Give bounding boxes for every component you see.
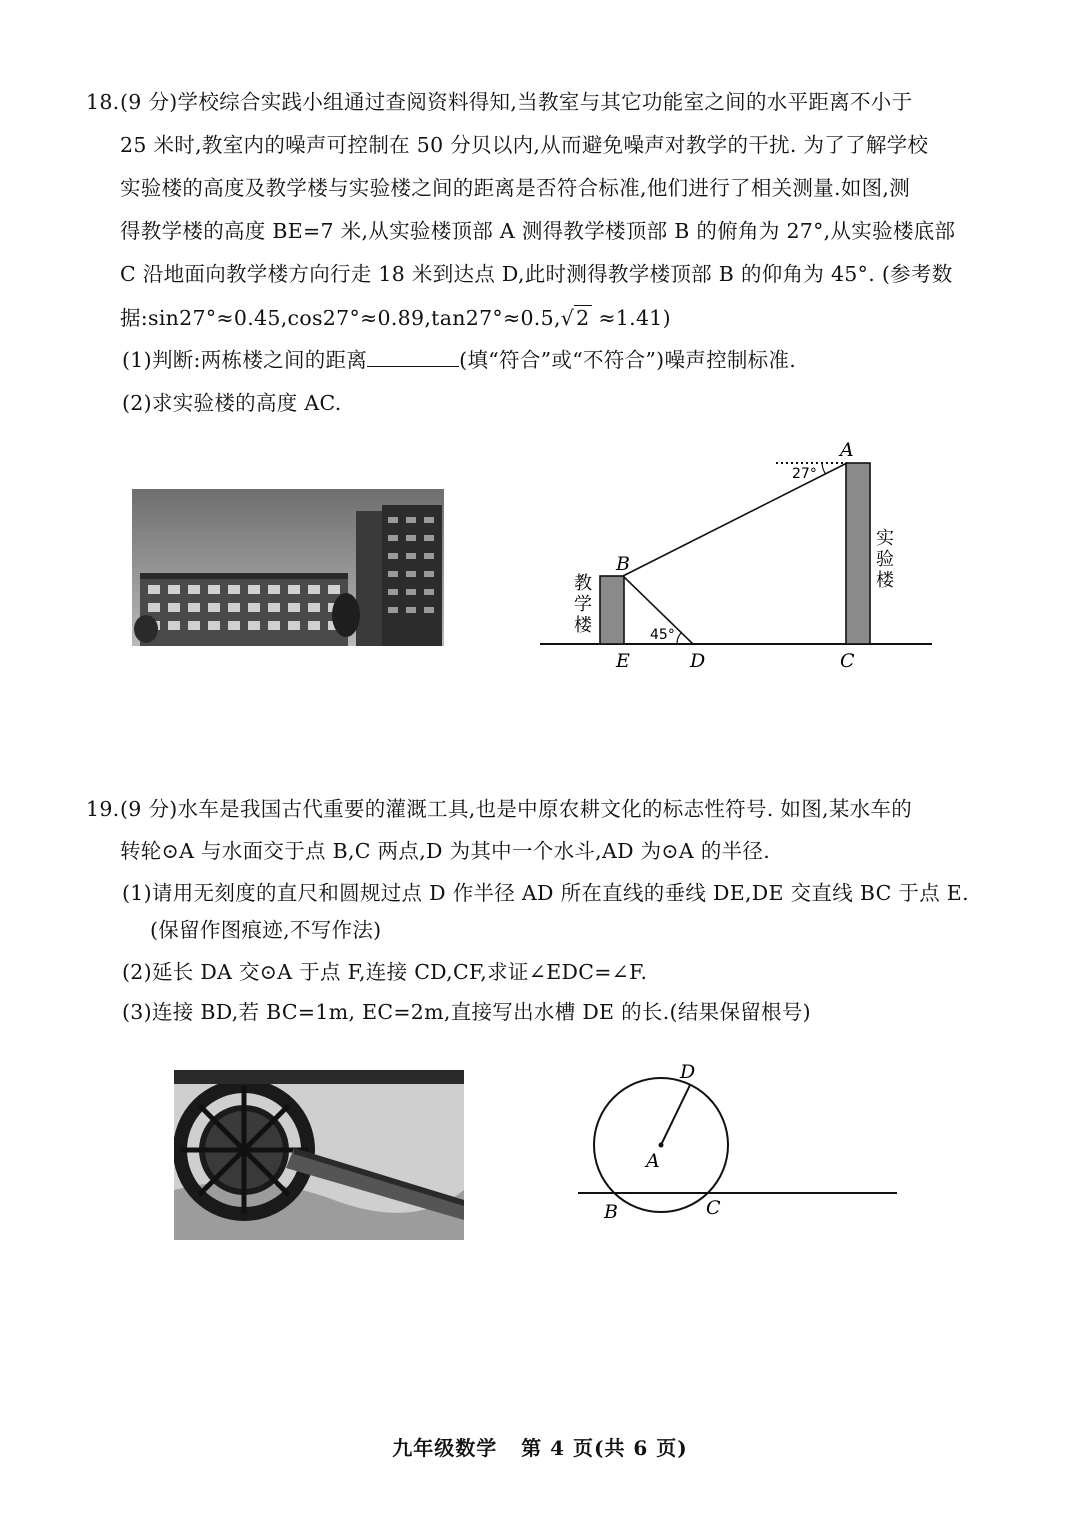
label-D: D bbox=[690, 650, 706, 672]
q18-reference-data: 据:sin27°≈0.45,cos27°≈0.89,tan27°≈0.5, bbox=[120, 306, 561, 330]
label-E: E bbox=[616, 650, 630, 672]
q18-number: 18. bbox=[86, 90, 120, 114]
label-B: B bbox=[604, 1201, 618, 1223]
center-point-A bbox=[659, 1143, 664, 1148]
angle-label-27: 27° bbox=[792, 466, 817, 482]
label-C: C bbox=[840, 650, 855, 672]
sqrt-sign: √ bbox=[560, 306, 575, 330]
q18-geometry-diagram bbox=[530, 436, 940, 676]
q19-circle-diagram bbox=[570, 1055, 910, 1230]
label-C: C bbox=[706, 1197, 721, 1219]
answer-blank[interactable] bbox=[367, 348, 459, 367]
lab-building bbox=[846, 463, 870, 644]
q19-number: 19. bbox=[86, 797, 120, 821]
waterwheel-photo bbox=[174, 1070, 464, 1240]
q18-part-1-text-after: (填“符合”或“不符合”)噪声控制标准. bbox=[459, 348, 797, 372]
teaching-building-label-3: 楼 bbox=[574, 615, 592, 636]
teaching-building-label-2: 学 bbox=[574, 594, 592, 615]
q19-part-1-line-1: (1)请用无刻度的直尺和圆规过点 D 作半径 AD 所在直线的垂线 DE,DE 交直线 BC 于点 E. bbox=[122, 881, 969, 905]
label-B: B bbox=[616, 553, 630, 575]
angle-label-45: 45° bbox=[650, 627, 675, 643]
lab-building-label-3: 楼 bbox=[876, 570, 894, 591]
page-footer: 九年级数学 第 4 页(共 6 页) bbox=[392, 1436, 688, 1460]
q18-line-5: C 沿地面向教学楼方向行走 18 米到达点 D,此时测得教学楼顶部 B 的仰角为 45°. (参考数 bbox=[120, 262, 953, 286]
q18-part-1 bbox=[122, 346, 796, 374]
lab-building-label-1: 实 bbox=[876, 528, 894, 549]
q19-part-3: (3)连接 BD,若 BC=1m, EC=2m,直接写出水槽 DE 的长.(结果保留根号) bbox=[122, 1000, 811, 1024]
q19-part-1-line-2: (保留作图痕迹,不写作法) bbox=[150, 918, 382, 942]
q18-line-6 bbox=[120, 304, 671, 332]
buildings-photo bbox=[132, 489, 444, 646]
sqrt-argument: 2 bbox=[576, 306, 590, 330]
q18-line-3: 实验楼的高度及教学楼与实验楼之间的距离是否符合标准,他们进行了相关测量.如图,测 bbox=[120, 176, 911, 200]
angle-arc-27 bbox=[822, 463, 826, 474]
q19-line-1: (9 分)水车是我国古代重要的灌溉工具,也是中原农耕文化的标志性符号. 如图,某水车的 bbox=[120, 797, 913, 821]
label-D: D bbox=[680, 1061, 696, 1083]
q19-part-2: (2)延长 DA 交⊙A 于点 F,连接 CD,CF,求证∠EDC=∠F. bbox=[122, 960, 648, 984]
lab-building-label-2: 验 bbox=[876, 549, 894, 570]
q18-line-4: 得教学楼的高度 BE=7 米,从实验楼顶部 A 测得教学楼顶部 B 的俯角为 27°,从实验楼底部 bbox=[120, 219, 956, 243]
teaching-building-label-1: 教 bbox=[574, 573, 592, 594]
q18-sqrt-value: ≈1.41) bbox=[591, 306, 671, 330]
q18-part-2: (2)求实验楼的高度 AC. bbox=[122, 391, 342, 415]
label-A: A bbox=[646, 1150, 660, 1172]
angle-arc-45 bbox=[677, 633, 682, 645]
q19-line-2: 转轮⊙A 与水面交于点 B,C 两点,D 为其中一个水斗,AD 为⊙A 的半径. bbox=[120, 839, 771, 863]
radius-AD bbox=[661, 1085, 690, 1145]
teaching-building bbox=[600, 576, 624, 644]
label-A: A bbox=[840, 439, 854, 461]
q18-line-2: 25 米时,教室内的噪声可控制在 50 分贝以内,从而避免噪声对教学的干扰. 为了了解学校 bbox=[120, 133, 929, 157]
q18-line-1: (9 分)学校综合实践小组通过查阅资料得知,当教室与其它功能室之间的水平距离不小于 bbox=[120, 90, 913, 114]
sqrt-expression bbox=[561, 304, 592, 332]
q18-part-1-text: (1)判断:两栋楼之间的距离 bbox=[122, 348, 368, 372]
